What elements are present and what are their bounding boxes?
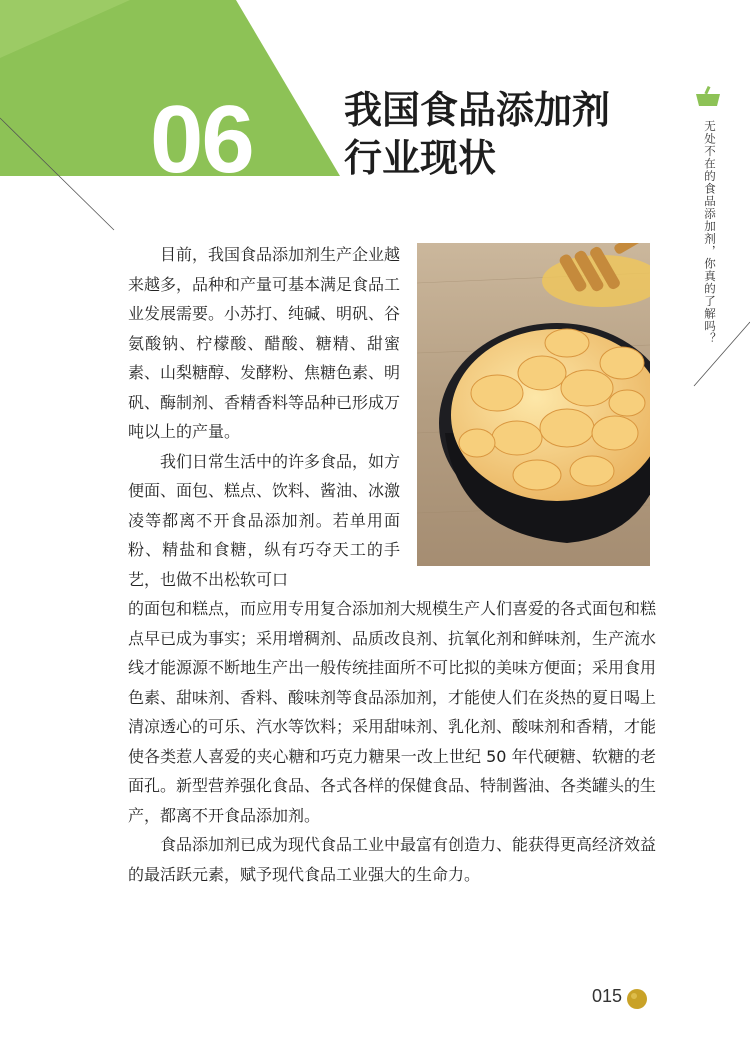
title-line-1: 我国食品添加剂 bbox=[344, 88, 611, 132]
page-number: 015 bbox=[592, 986, 623, 1006]
wrapped-text-column bbox=[128, 240, 400, 594]
bowl-icon bbox=[694, 86, 722, 108]
section-number: 06 bbox=[150, 86, 253, 193]
page-title bbox=[344, 86, 610, 182]
body-text bbox=[128, 240, 656, 889]
paragraph-1: 目前，我国食品添加剂生产企业越来越多，品种和产量可基本满足食品工业发展需要。小苏打、纯碱、明矾、谷氨酸钠、柠檬酸、醋酸、糖精、甜蜜素、山梨糖醇、发酵粉、焦糖色素、明矾、酶制剂、香精香料等品种已形成万吨以上的产量。 bbox=[128, 245, 401, 441]
paragraph-2: 我们日常生活中的许多食品，如方便面、面包、糕点、饮料、酱油、冰激凌等都离不开食品添加剂。若单用面粉、精盐和食糖，纵有巧夺天工的手艺，也做不出松软可口 bbox=[128, 451, 401, 589]
paragraph-2-continued: 的面包和糕点，而应用专用复合添加剂大规模生产人们喜爱的各式面包和糕点早已成为事实；采用增稠剂、品质改良剂、抗氧化剂和鲜味剂，生产流水线才能源源不断地生产出一般传统挂面所不可比拟的美味方便面；采用食用色素、甜味剂、香料、酸味剂等食品添加剂，才能使人们在炎热的夏日喝上清凉透心的可乐、汽水等饮料；采用甜味剂、乳化剂、酸味剂和香精，才能使各类惹人喜爱的夹心糖和巧克力糖果一改上世纪 50 年代硬糖、软糖的老面孔。新型营养强化食品、各式各样的保健食品、特制酱油、各类罐头的生产，都离不开食品添加剂。 bbox=[128, 599, 657, 825]
page-dot-icon bbox=[626, 988, 648, 1010]
title-line-2: 行业现状 bbox=[344, 136, 497, 180]
paragraph-3: 食品添加剂已成为现代食品工业中最富有创造力、能获得更高经济效益的最活跃元素，赋予现代食品工业强大的生命力。 bbox=[128, 835, 657, 884]
side-tab-text: 无处不在的食品添加剂，你真的了解吗？ bbox=[703, 120, 717, 345]
